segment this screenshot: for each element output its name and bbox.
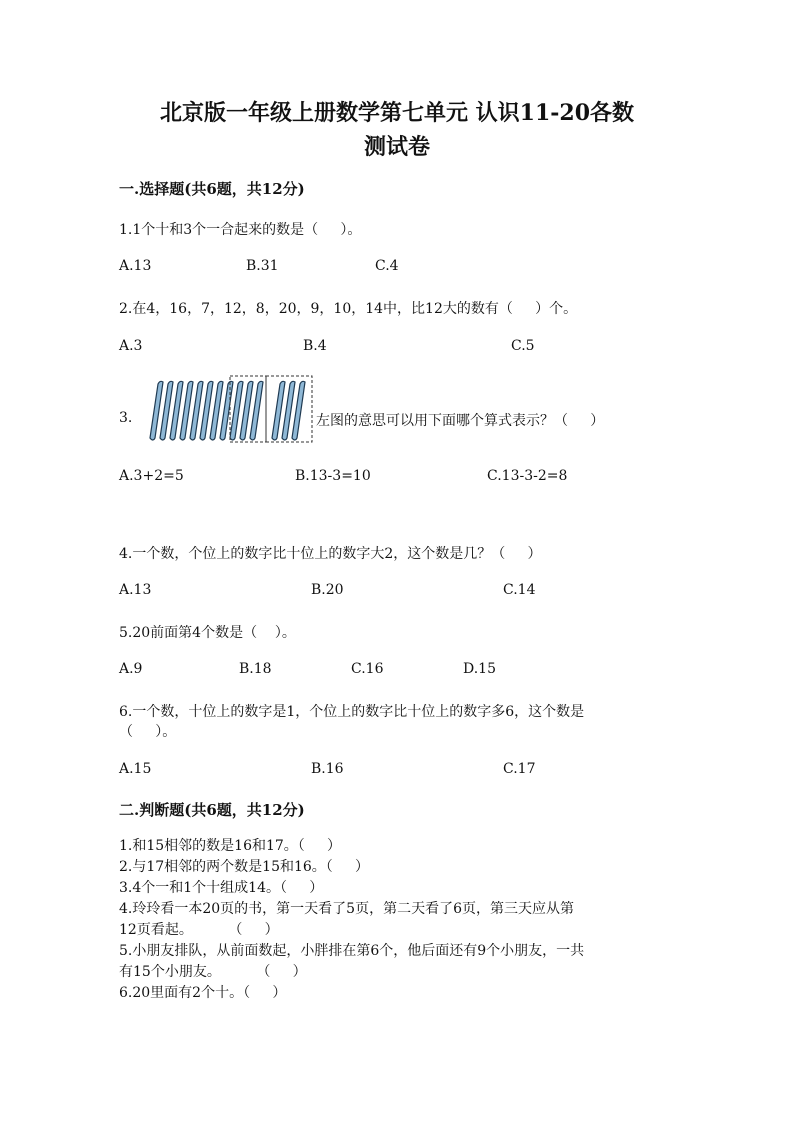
question-1-option-a: A.13: [119, 258, 152, 274]
question-5-option-c: C.16: [351, 661, 384, 677]
question-1-option-c: C.4: [375, 258, 399, 274]
question-6-stem-cont: （ ）。: [119, 724, 177, 740]
judgement-item-cont: 12页看起。 （ ）: [119, 922, 279, 938]
question-5-option-a: A.9: [119, 661, 143, 677]
question-4-stem: 4.一个数，个位上的数字比十位上的数字大2，这个数是几？（ ）: [119, 546, 542, 562]
question-1-stem: 1.1个十和3个一合起来的数是（ ）。: [119, 222, 362, 238]
question-3-option-a: A.3+2=5: [119, 468, 184, 484]
question-3-stem: 左图的意思可以用下面哪个算式表示？（ ）: [316, 413, 605, 429]
question-5-option-d: D.15: [463, 661, 496, 677]
question-6-option-c: C.17: [503, 761, 536, 777]
question-2-option-c: C.5: [511, 338, 535, 354]
judgement-item: 5.小朋友排队，从前面数起，小胖排在第6个，他后面还有9个小朋友，一共: [119, 943, 585, 959]
question-2-option-b: B.4: [303, 338, 327, 354]
question-3-number: 3.: [119, 410, 133, 426]
judgement-item: 2.与17相邻的两个数是15和16。（ ）: [119, 859, 370, 875]
judgement-item: 4.玲玲看一本20页的书，第一天看了5页，第二天看了6页，第三天应从第: [119, 901, 574, 917]
judgement-item: 3.4个一和1个十组成14。（ ）: [119, 880, 324, 896]
section-heading-choice: 一.选择题(共6题，共12分): [119, 180, 305, 198]
question-4-option-b: B.20: [311, 582, 344, 598]
question-4-option-a: A.13: [119, 582, 152, 598]
question-1-option-b: B.31: [246, 258, 279, 274]
question-6-stem: 6.一个数，十位上的数字是1，个位上的数字比十位上的数字多6，这个数是: [119, 704, 585, 720]
judgement-item: 1.和15相邻的数是16和17。（ ）: [119, 838, 342, 854]
question-5-option-b: B.18: [239, 661, 272, 677]
question-5-stem: 5.20前面第4个数是（ ）。: [119, 625, 296, 641]
judgement-item: 6.20里面有2个十。（ ）: [119, 985, 287, 1001]
page-title-line2: 测试卷: [363, 134, 430, 160]
question-2-stem: 2.在4，16，7，12，8，20，9，10，14中，比12大的数有（ ）个。: [119, 301, 578, 317]
sticks-bundle-icon: [142, 374, 316, 446]
question-4-option-c: C.14: [503, 582, 536, 598]
question-3-option-b: B.13-3=10: [295, 468, 371, 484]
question-6-option-b: B.16: [311, 761, 344, 777]
judgement-item-cont: 有15个小朋友。 （ ）: [119, 964, 307, 980]
question-6-option-a: A.15: [119, 761, 152, 777]
question-2-option-a: A.3: [119, 338, 143, 354]
question-3-option-c: C.13-3-2=8: [487, 468, 568, 484]
page-title: 北京版一年级上册数学第七单元 认识11-20各数: [159, 100, 635, 126]
section-heading-judgement: 二.判断题(共6题，共12分): [119, 801, 305, 819]
